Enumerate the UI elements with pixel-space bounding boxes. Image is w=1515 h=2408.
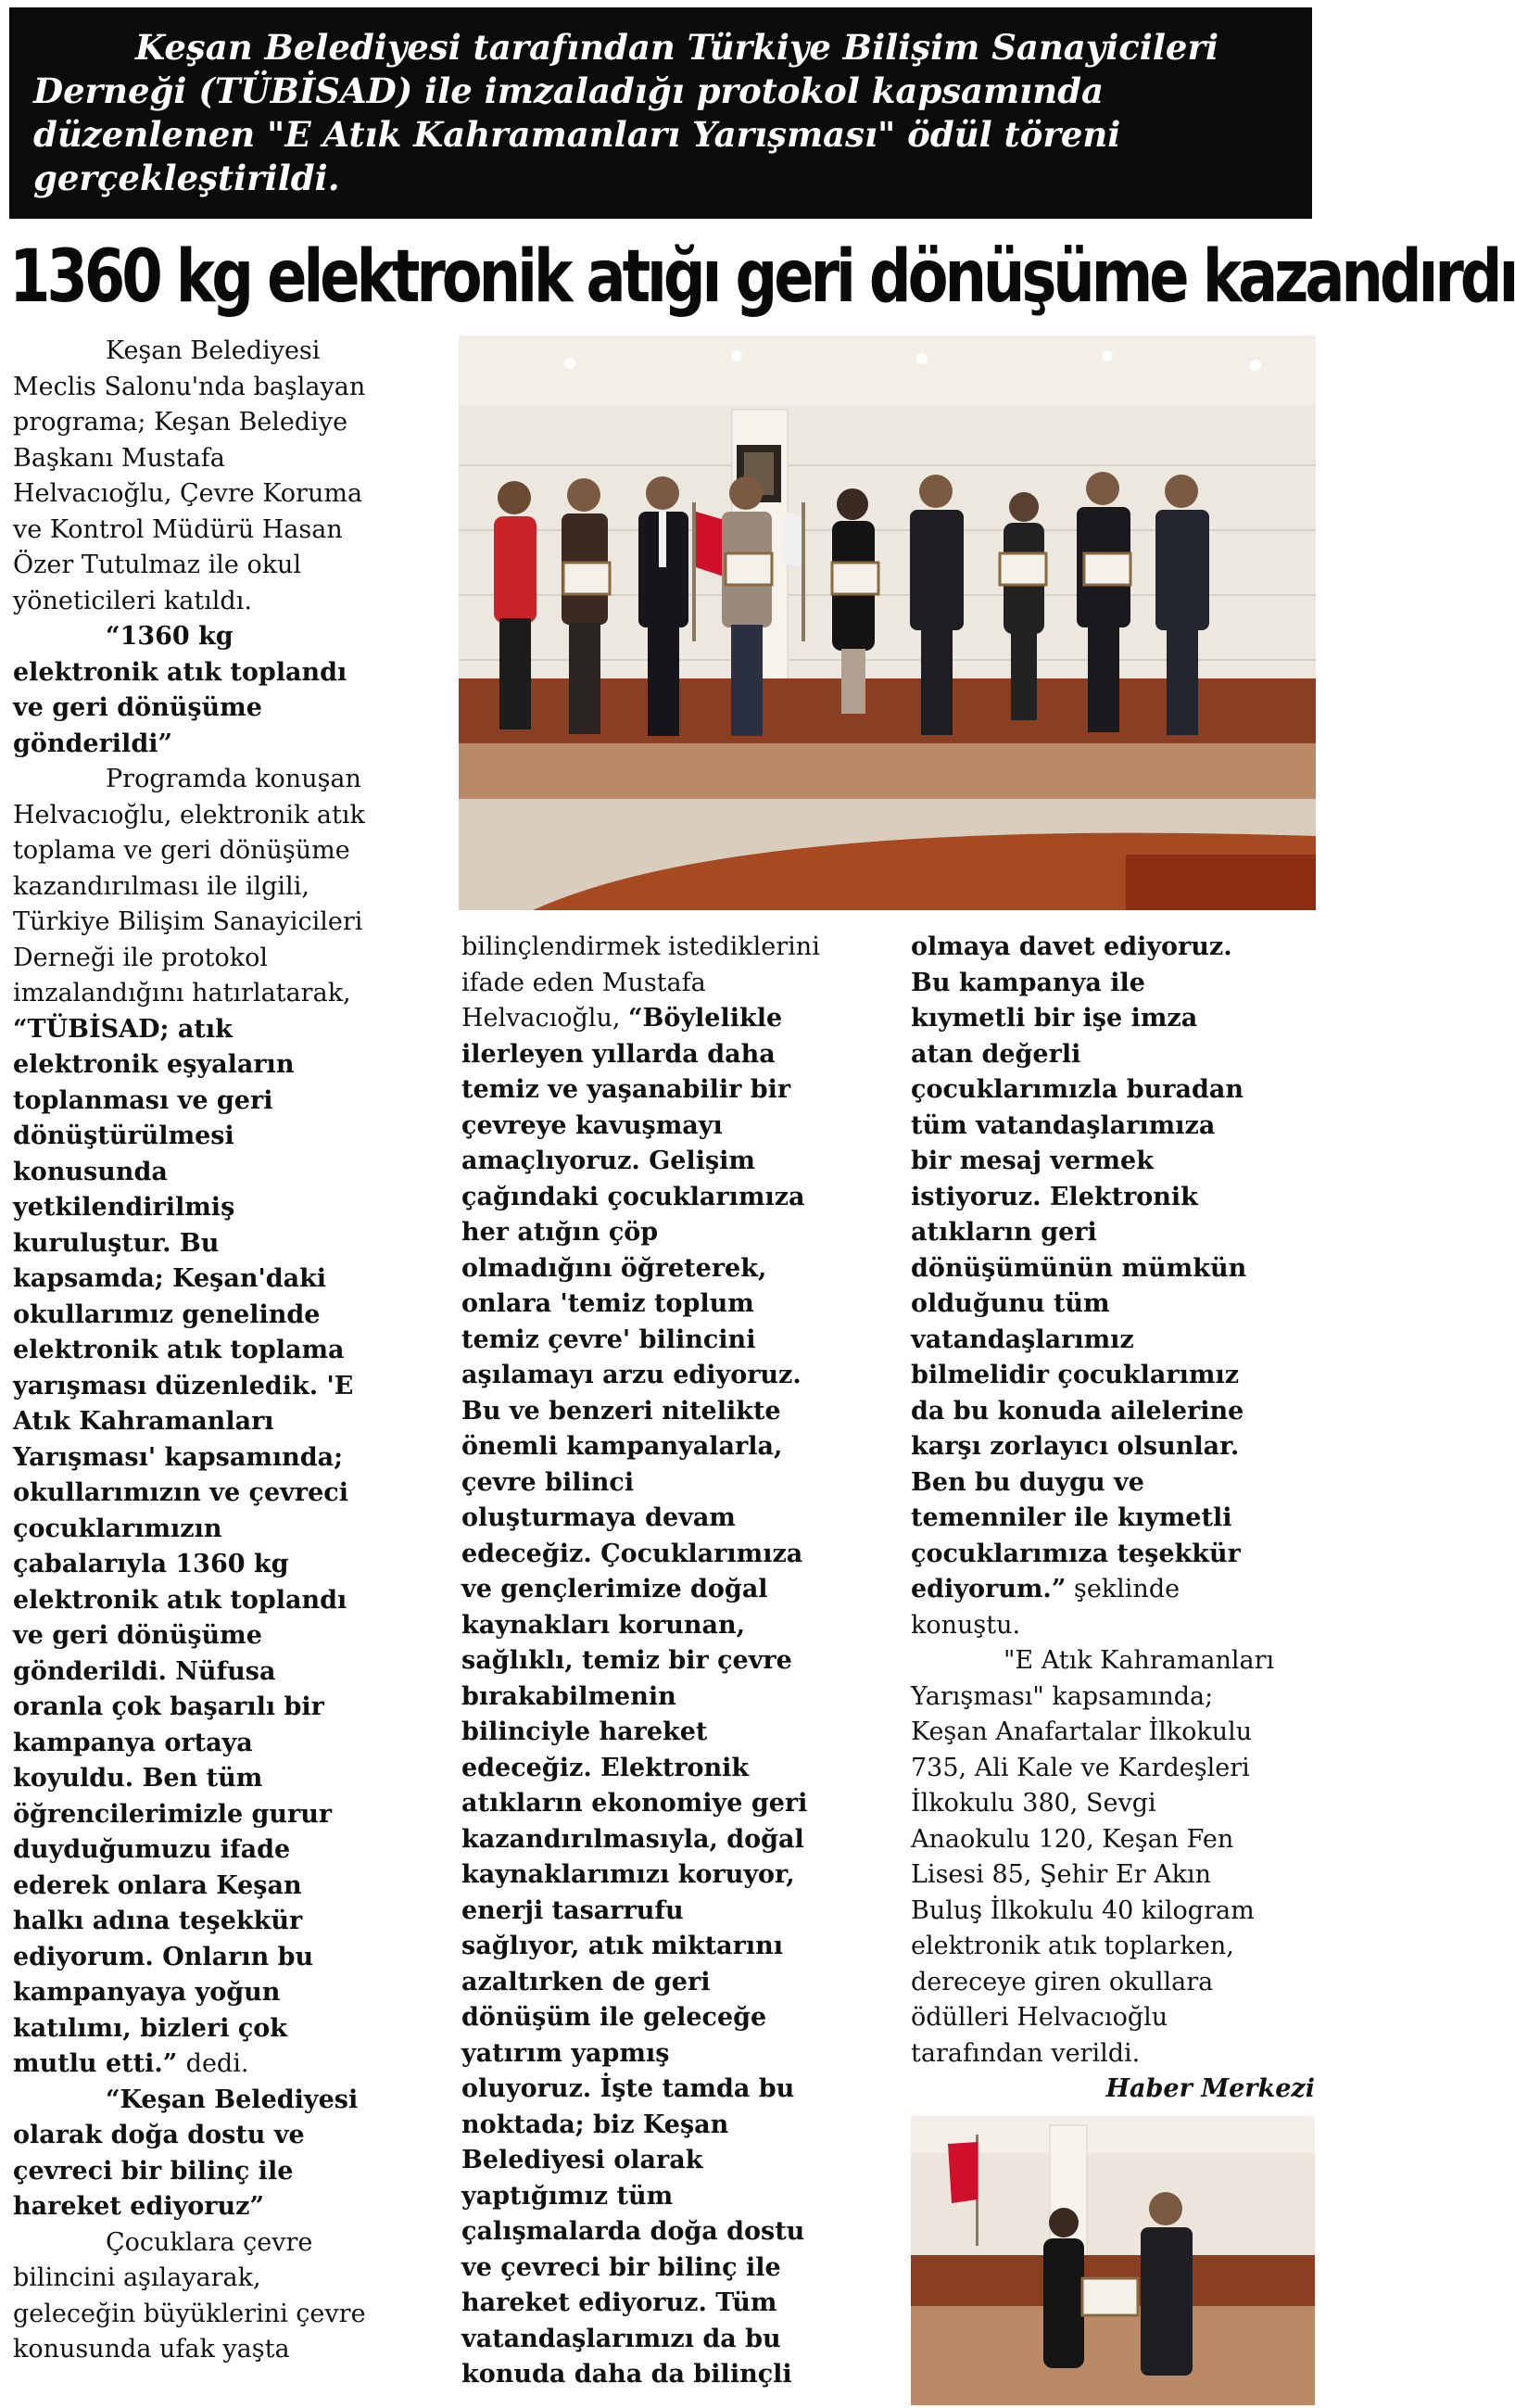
text-line <box>461 1001 897 1037</box>
quote-line: bırakabilmenin <box>461 1681 676 1711</box>
quote-line: sağlıyor, atık miktarını <box>461 1932 784 1960</box>
quote-line: dönüşüm ile geleceğe <box>461 2003 767 2032</box>
text-line <box>13 2047 448 2083</box>
text-line: Türkiye Bilişim Sanayicileri <box>13 907 363 936</box>
quote-line: amaçlıyoruz. Gelişim <box>461 1147 755 1175</box>
quote-line: çevre bilinci <box>461 1467 635 1497</box>
quote-line: dönüşümünün mümkün <box>911 1253 1247 1283</box>
quote-line: atıkların geri <box>911 1218 1097 1247</box>
quote-line: ilerleyen yıllarda daha <box>461 1039 776 1069</box>
quote-end: mutlu etti.” <box>13 2049 186 2078</box>
text-line: Derneği ile protokol <box>13 943 269 972</box>
text-line: konuştu. <box>911 1610 1021 1640</box>
quote-line: yarışması düzenledik. 'E <box>13 1371 354 1400</box>
headline: 1360 kg elektronik atığı geri dönüşüme kazandırdı <box>9 235 1515 319</box>
text-line: ödülleri Helvacıoğlu <box>911 2003 1168 2032</box>
award-photo <box>911 2116 1315 2405</box>
quote-line: ve çevreci bir bilinç ile <box>461 2252 781 2282</box>
text-line: Meclis Salonu'nda başlayan <box>13 372 366 401</box>
quote-line: kaynakları korunan, <box>461 1610 746 1640</box>
text-line: 735, Ali Kale ve Kardeşleri <box>911 1753 1250 1782</box>
text-line: ve Kontrol Müdürü Hasan <box>13 514 343 544</box>
quote-line: öğrencilerimizle gurur <box>13 1799 333 1829</box>
quote-line: çocuklarımıza teşekkür <box>911 1539 1241 1568</box>
quote-line: azaltırken de geri <box>461 1967 711 1996</box>
text-line: Çocuklara çevre <box>106 2227 313 2257</box>
quote-start: “Böylelikle <box>628 1004 783 1033</box>
text-line: toplama ve geri dönüşüme <box>13 836 350 865</box>
quote-line: bilmelidir çocuklarımız <box>911 1361 1240 1389</box>
text-line: Helvacıoğlu, elektronik atık <box>13 800 365 830</box>
quote-line: Bu kampanya ile <box>911 968 1145 997</box>
deck-line: Keşan Belediyesi tarafından Türkiye Bilişim Sanayicileri <box>135 27 1219 68</box>
quote-line: noktada; biz Keşan <box>461 2110 729 2139</box>
deck-banner <box>9 7 1312 219</box>
text-line: kazandırılması ile ilgili, <box>13 871 309 901</box>
quote-line: tüm vatandaşlarımıza <box>911 1110 1216 1140</box>
quote-line: Bu ve benzeri nitelikte <box>461 1396 781 1426</box>
quote-line: aşılamayı arzu ediyoruz. <box>461 1361 802 1389</box>
subheading-line: ve geri dönüşüme <box>13 693 262 722</box>
quote-line: kampanyaya yoğun <box>13 1978 281 2007</box>
attribution: dedi. <box>185 2049 249 2078</box>
quote-line: okullarımızın ve çevreci <box>13 1478 348 1507</box>
subheading-line: gönderildi” <box>13 729 172 758</box>
quote-line: toplanması ve geri <box>13 1085 273 1115</box>
text-line: Yarışması" kapsamında; <box>911 1681 1214 1711</box>
text-line: Keşan Anafartalar İlkokulu <box>911 1717 1253 1746</box>
quote-line: da bu konuda ailelerine <box>911 1396 1244 1426</box>
subheading-line: “Keşan Belediyesi <box>106 2085 359 2114</box>
text-line: Özer Tutulmaz ile okul <box>13 551 302 579</box>
byline: Haber Merkezi <box>1105 2074 1315 2103</box>
subheading-line: olarak doğa dostu ve <box>13 2121 305 2149</box>
quote-line: ve gençlerimize doğal <box>461 1575 768 1603</box>
text-line: Buluş İlkokulu 40 kilogram <box>911 1895 1255 1925</box>
text-line: İlkokulu 380, Sevgi <box>911 1789 1156 1818</box>
quote-line: ediyorum. Onların bu <box>13 1942 314 1971</box>
quote-line: enerji tasarrufu <box>461 1895 684 1925</box>
award-photo-graphic <box>911 2116 1315 2405</box>
quote-line: vatandaşlarımız <box>911 1324 1134 1354</box>
quote-line: temiz ve yaşanabilir bir <box>461 1075 791 1104</box>
quote-line: olduğunu tüm <box>911 1289 1110 1318</box>
quote-line: yaptığımız tüm <box>461 2181 674 2211</box>
quote-line: duyduğumuzu ifade <box>13 1835 291 1864</box>
text-line: ifade eden Mustafa <box>461 968 706 997</box>
attribution: şeklinde <box>1066 1575 1180 1603</box>
quote-line: çabalarıyla 1360 kg <box>13 1550 289 1578</box>
text-line: Helvacıoğlu, Çevre Koruma <box>13 479 363 508</box>
quote-line: oluşturmaya devam <box>461 1503 736 1532</box>
quote-line: istiyoruz. Elektronik <box>911 1182 1198 1211</box>
quote-line: gönderildi. Nüfusa <box>13 1656 276 1686</box>
text-line: bilincini aşılayarak, <box>13 2263 261 2292</box>
deck-line: Derneği (TÜBİSAD) ile imzaladığı protokol kapsamında <box>33 70 1104 111</box>
article-column-3 <box>911 930 1315 2108</box>
quote-line: Ben bu duygu ve <box>911 1467 1144 1497</box>
speaker-name: Helvacıoğlu, <box>461 1004 628 1033</box>
quote-line: yetkilendirilmiş <box>13 1193 235 1222</box>
text-line: tarafından verildi. <box>911 2038 1141 2068</box>
quote-line: çevreye kavuşmayı <box>461 1110 723 1140</box>
quote-line: oranla çok başarılı bir <box>13 1692 324 1721</box>
text-line: Keşan Belediyesi <box>106 336 321 365</box>
quote-line: çocuklarımızın <box>13 1514 222 1543</box>
text-line: Lisesi 85, Şehir Er Akın <box>911 1860 1212 1889</box>
quote-line: olmadığını öğreterek, <box>461 1253 767 1283</box>
text-line: Başkanı Mustafa <box>13 443 225 473</box>
ceremony-photo <box>459 336 1316 910</box>
quote-line: okullarımız genelinde <box>13 1299 321 1329</box>
quote-line: Atık Kahramanları <box>13 1407 274 1436</box>
quote-line: Yarışması' kapsamında; <box>13 1442 344 1472</box>
quote-line: konuda daha da bilinçli <box>461 2360 792 2389</box>
quote-line: edeceğiz. Elektronik <box>461 1753 750 1782</box>
subheading-line: çevreci bir bilinç ile <box>13 2156 294 2186</box>
deck-line: gerçekleştirildi. <box>33 158 340 198</box>
quote-line: temiz çevre' bilincini <box>461 1324 756 1354</box>
quote-line: onlara 'temiz toplum <box>461 1289 754 1318</box>
quote-line: her atığın çöp <box>461 1218 659 1247</box>
quote-line: kaynaklarımızı koruyor, <box>461 1860 795 1889</box>
quote-line: ve geri dönüşüme <box>13 1621 262 1650</box>
quote-line: elektronik atık toplandı <box>13 1585 347 1615</box>
text-line <box>911 1572 1315 1608</box>
quote-line: temenniler ile kıymetli <box>911 1503 1232 1532</box>
text-line: dereceye giren okullara <box>911 1967 1214 1996</box>
quote-line: kıymetli bir işe imza <box>911 1004 1198 1033</box>
text-line: konusunda ufak yaşta <box>13 2335 290 2364</box>
text-line: bilinçlendirmek istediklerini <box>461 932 820 961</box>
quote-line: halkı adına teşekkür <box>13 1907 303 1935</box>
deck-line: düzenlenen "E Atık Kahramanları Yarışması" ödül töreni <box>33 114 1121 155</box>
article-column-1 <box>13 334 448 2368</box>
text-line: Programda konuşan <box>106 765 361 793</box>
quote-line: çalışmalarda doğa dostu <box>461 2217 805 2246</box>
subheading-line: “1360 kg <box>106 622 234 651</box>
text-line: imzalandığını hatırlatarak, <box>13 979 351 1008</box>
subheading-line: hareket ediyoruz” <box>13 2192 265 2221</box>
quote-line: atan değerli <box>911 1039 1081 1069</box>
quote-line: ederek onlara Keşan <box>13 1870 302 1900</box>
quote-end: ediyorum.” <box>911 1575 1067 1603</box>
quote-line: kampanya ortaya <box>13 1728 253 1757</box>
quote-line: yatırım yapmış <box>461 2038 670 2068</box>
text-line: "E Atık Kahramanları <box>1004 1646 1275 1675</box>
text-line: geleceğin büyüklerini çevre <box>13 2299 366 2328</box>
quote-line: önemli kampanyalarla, <box>461 1432 783 1461</box>
text-line: Anaokulu 120, Keşan Fen <box>911 1824 1234 1854</box>
quote-line: edeceğiz. Çocuklarımıza <box>461 1539 803 1568</box>
quote-line: koyuldu. Ben tüm <box>13 1764 263 1793</box>
quote-line: elektronik eşyaların <box>13 1050 295 1079</box>
article-column-2 <box>461 930 897 2393</box>
quote-line: katılımı, bizleri çok <box>13 2013 288 2043</box>
text-line: yöneticileri katıldı. <box>13 586 252 615</box>
quote-line: hareket ediyoruz. Tüm <box>461 2288 777 2317</box>
quote-line: vatandaşlarımızı da bu <box>461 2324 781 2353</box>
quote-line: bir mesaj vermek <box>911 1147 1154 1175</box>
quote-line: kapsamda; Keşan'daki <box>13 1264 327 1293</box>
quote-line: kazandırılmasıyla, doğal <box>461 1824 804 1854</box>
quote-line: olmaya davet ediyoruz. <box>911 932 1232 961</box>
quote-line: çocuklarımızla buradan <box>911 1075 1244 1104</box>
text-line: programa; Keşan Belediye <box>13 408 348 437</box>
quote-line: çağındaki çocuklarımıza <box>461 1182 805 1211</box>
text-line: elektronik atık toplarken, <box>911 1932 1234 1960</box>
quote-line: karşı zorlayıcı olsunlar. <box>911 1432 1240 1461</box>
quote-line: “TÜBİSAD; atık <box>13 1014 233 1044</box>
subheading-line: elektronik atık toplandı <box>13 657 347 687</box>
quote-line: bilinciyle hareket <box>461 1717 708 1746</box>
quote-line: sağlıklı, temiz bir çevre <box>461 1646 792 1675</box>
quote-line: konusunda <box>13 1157 168 1186</box>
quote-line: oluyoruz. İşte tamda bu <box>461 2074 795 2103</box>
quote-line: kuruluştur. Bu <box>13 1228 220 1258</box>
quote-line: atıkların ekonomiye geri <box>461 1789 808 1818</box>
quote-line: dönüştürülmesi <box>13 1122 234 1150</box>
quote-line: elektronik atık toplama <box>13 1336 345 1364</box>
quote-line: Belediyesi olarak <box>461 2146 703 2174</box>
ceremony-photo-graphic <box>459 336 1316 910</box>
